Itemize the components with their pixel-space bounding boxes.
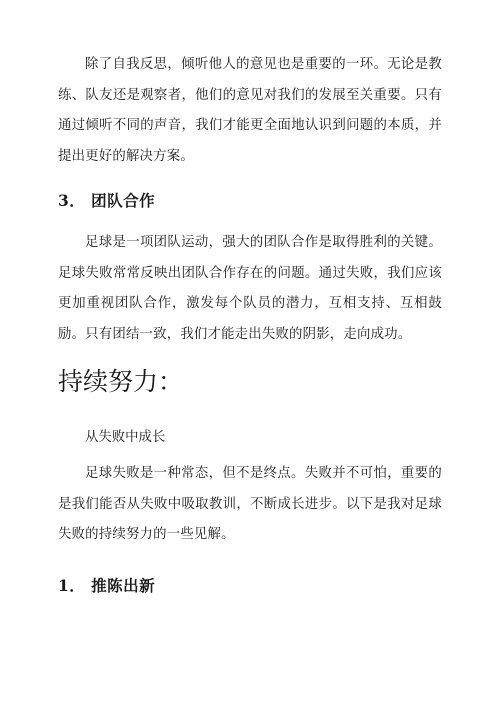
- paragraph-listening: 除了自我反思，倾听他人的意见也是重要的一环。无论是教练、队友还是观察者，他们的意见对我们的发展至关重要。只有通过倾听不同的声音，我们才能更全面地认识到问题的本质，并提出更好的解决方案。: [58, 57, 442, 164]
- paragraph-persistence: 足球失败是一种常态，但不是终点。失败并不可怕，重要的是我们能否从失败中吸取教训，不断成长进步。以下是我对足球失败的持续努力的一些见解。: [58, 466, 442, 542]
- main-heading-persistence: 持续努力：: [58, 367, 184, 396]
- section-heading-teamwork: 3． 团队合作: [58, 191, 156, 210]
- paragraph-teamwork: 足球是一项团队运动，强大的团队合作是取得胜利的关键。足球失败常常反映出团队合作存在的问题。通过失败，我们应该更加重视团队合作，激发每个队员的潜力，互相支持、互相鼓励。只有团结一致，我们才能走出失败的阴影，走向成功。: [58, 235, 442, 342]
- section-heading-innovation: 1． 推陈出新: [58, 576, 156, 595]
- subheading-grow-from-failure: 从失败中成长: [85, 430, 166, 445]
